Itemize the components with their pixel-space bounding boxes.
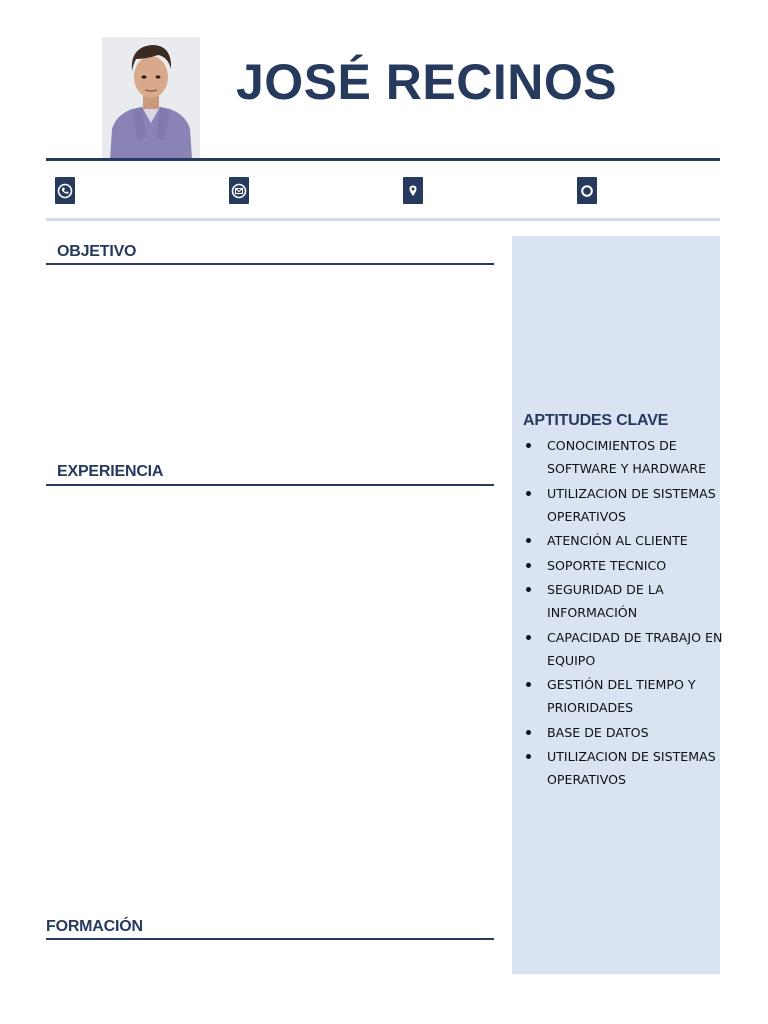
- education-heading: FORMACIÓN: [46, 918, 143, 935]
- person-photo-illustration: [102, 37, 200, 159]
- list-item: CAPACIDAD DE TRABAJO EN EQUIPO: [523, 626, 723, 672]
- list-item: UTILIZACION DE SISTEMAS OPERATIVOS: [523, 745, 723, 791]
- experience-rule: [46, 484, 494, 486]
- list-item: BASE DE DATOS: [523, 721, 723, 744]
- objective-heading: OBJETIVO: [57, 243, 137, 260]
- header-divider: [46, 158, 720, 161]
- location-icon: [403, 177, 423, 204]
- profile-photo: [102, 37, 200, 159]
- candidate-name: JOSÉ RECINOS: [236, 54, 618, 110]
- list-item: SOPORTE TECNICO: [523, 554, 723, 577]
- email-icon: [229, 177, 249, 204]
- list-item: ATENCIÓN AL CLIENTE: [523, 529, 723, 552]
- list-item: GESTIÓN DEL TIEMPO Y PRIORIDADES: [523, 673, 723, 719]
- phone-icon: [55, 177, 75, 204]
- contact-divider: [46, 218, 720, 221]
- web-icon: [577, 177, 597, 204]
- list-item: UTILIZACION DE SISTEMAS OPERATIVOS: [523, 482, 723, 528]
- skills-heading: APTITUDES CLAVE: [523, 412, 669, 429]
- skills-list: [523, 434, 723, 793]
- list-item: SEGURIDAD DE LA INFORMACIÓN: [523, 578, 723, 624]
- education-rule: [46, 938, 494, 940]
- list-item: CONOCIMIENTOS DE SOFTWARE Y HARDWARE: [523, 434, 723, 480]
- objective-rule: [46, 263, 494, 265]
- experience-heading: EXPERIENCIA: [57, 463, 164, 480]
